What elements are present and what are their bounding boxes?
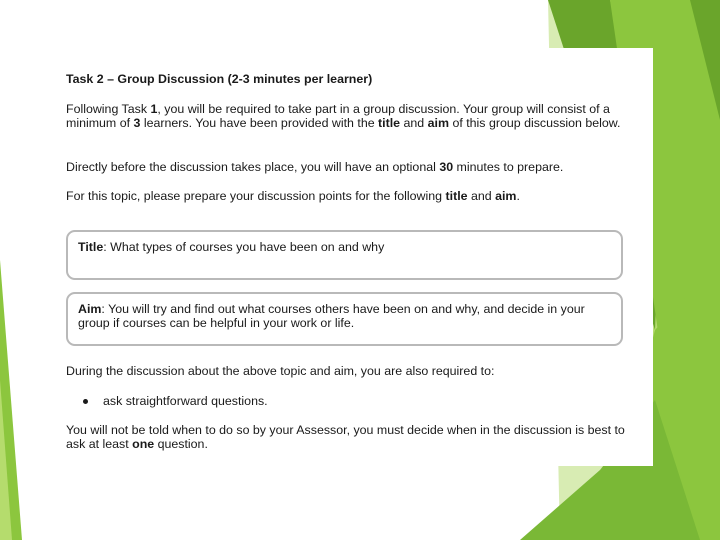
requirements-paragraph: During the discussion about the above topic and aim, you are also required to: bbox=[66, 364, 495, 378]
bullet-text: ask straightforward questions. bbox=[103, 394, 268, 408]
title-text: : What types of courses you have been on and why bbox=[103, 240, 385, 254]
task-heading: Task 2 – Group Discussion (2-3 minutes per learner) bbox=[66, 72, 373, 86]
title-box bbox=[66, 230, 623, 280]
preparation-paragraph: Directly before the discussion takes place, you will have an optional 30 minutes to prepare. bbox=[66, 160, 564, 174]
aim-text: : You will try and find out what courses others have been on and why, and decide in your group if courses can be helpful in your work or life. bbox=[78, 302, 585, 330]
topic-paragraph: For this topic, please prepare your discussion points for the following title and aim. bbox=[66, 189, 520, 203]
aim-label: Aim bbox=[78, 302, 102, 316]
bullet-icon bbox=[83, 399, 88, 404]
title-label: Title bbox=[78, 240, 104, 254]
aim-box bbox=[66, 292, 623, 346]
document-page bbox=[50, 48, 653, 466]
assessor-paragraph: You will not be told when to do so by your Assessor, you must decide when in the discussion is best to ask at least one question. bbox=[66, 423, 625, 451]
intro-paragraph: Following Task 1, you will be required to take part in a group discussion. Your group will consist of a minimum of 3 learners. You have been provided with the title and aim of this group discussion below. bbox=[66, 102, 621, 130]
